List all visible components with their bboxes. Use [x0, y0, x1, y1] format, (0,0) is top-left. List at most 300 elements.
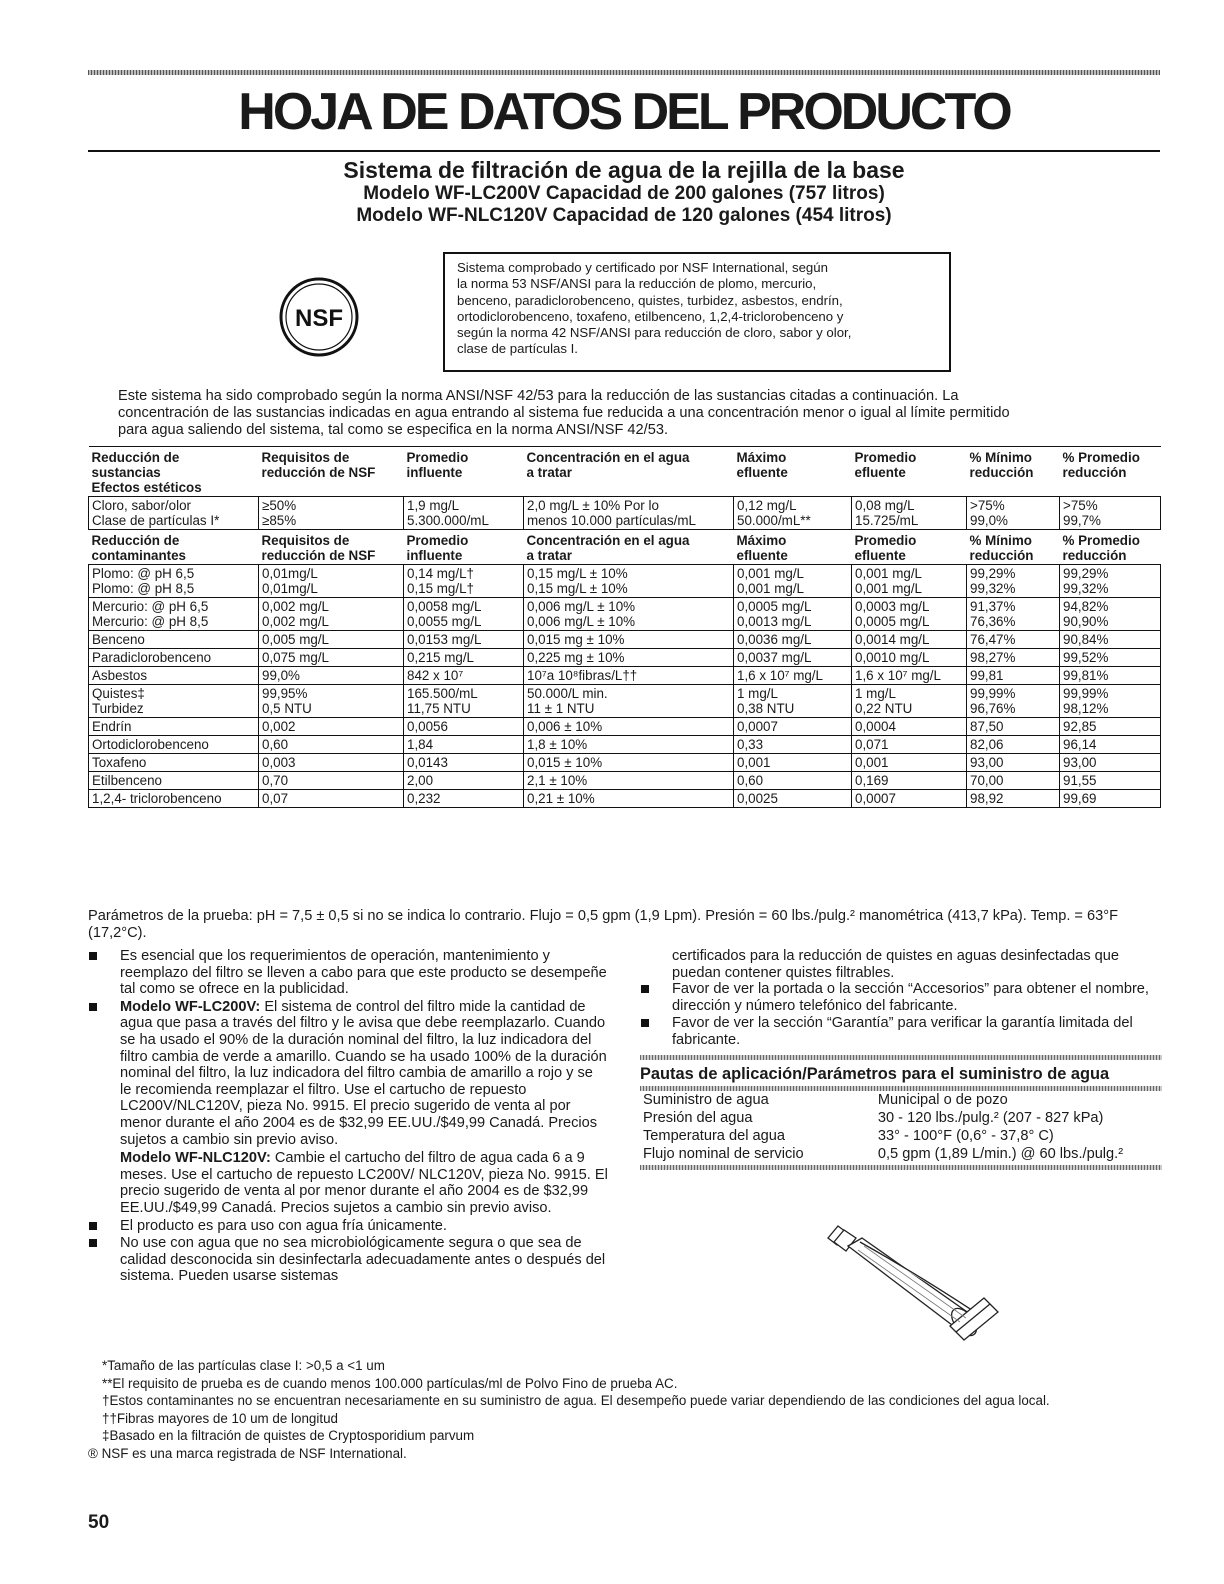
table-cell [404, 667, 524, 685]
table-row [89, 772, 1161, 790]
table-cell-line: 0,005 mg/L [262, 632, 329, 647]
table-cell-line: 0,0010 mg/L [855, 650, 930, 665]
table-cell [1060, 497, 1161, 530]
table-cell-line: 98,12% [1063, 701, 1109, 716]
table-cell-line: 0,001 mg/L [855, 581, 922, 596]
table-cell-line: 0,0055 mg/L [407, 614, 482, 629]
table-cell-line: menos 10.000 partículas/mL [527, 513, 696, 528]
table-cell [734, 754, 852, 772]
performance-table [88, 446, 1161, 808]
table-header-cell-line: Promedio [854, 533, 917, 548]
table-cell [734, 497, 852, 530]
table-cell [1060, 685, 1161, 718]
table-header-cell-line: sustancias [91, 465, 161, 480]
table-cell-line: Paradiclorobenceno [92, 650, 212, 665]
table-cell [524, 497, 734, 530]
footnote: **El requisito de prueba es de cuando menos 100.000 partículas/ml de Polvo Fino de prueba AC. [102, 1375, 678, 1391]
table-row [89, 736, 1161, 754]
table-cell-line: 91,55 [1063, 773, 1097, 788]
table-cell-line: 0,075 mg/L [262, 650, 329, 665]
table-header-cell-line: reducción de NSF [261, 548, 376, 563]
model-lc200v-text: El sistema de control del filtro mide la cantidad de agua que pasa a través del filtro y le avisa que debe reemplazarlo. Cuando se ha usado el 90% de la duración nominal del filtro, la luz indicadora del filtro cambia de verde a amarillo. Cuando se ha usado 100% de la duración nominal del filtro, la luz indicadora del filtro cambia de amarillo a rojo y se le recomienda reemplazar el filtro. Use el cartucho de repuesto LC200V/NLC120V, pieza No. 9915. El precio sugerido de venta al por menor durante el año 2004 es de $32,99 EE.UU./$49,99 Canadá. Precios sujetos a cambio sin previo aviso. [120, 998, 607, 1148]
table-cell-line: 0,006 mg/L ± 10% [527, 614, 636, 629]
table-cell [734, 565, 852, 598]
table-cell-line: Turbidez [92, 701, 144, 716]
pautas-value: 0,5 gpm (1,89 L/min.) @ 60 lbs./pulg.² [877, 1145, 1124, 1162]
table-cell-line: 0,001 mg/L [737, 566, 804, 581]
table-cell-line: Cloro, sabor/olor [92, 498, 191, 513]
table-header-cell-line: Concentración en el agua [526, 450, 690, 465]
table-cell [404, 790, 524, 808]
table-cell [852, 718, 967, 736]
table-cell [967, 565, 1060, 598]
table-cell [852, 667, 967, 685]
table-cell-line: 0,232 [407, 791, 441, 806]
table-cell-line: 0,0005 mg/L [737, 599, 812, 614]
table-cell [259, 631, 404, 649]
page-title: HOJA DE DATOS DEL PRODUCTO [238, 83, 1010, 141]
table-cell-line: 0,15 mg/L ± 10% [527, 581, 628, 596]
left-column [88, 948, 608, 1286]
table-cell [524, 736, 734, 754]
table-cell-line: 99,29% [970, 566, 1016, 581]
model-nlc120v-paragraph [120, 1150, 608, 1216]
nsf-logo-text: NSF [295, 305, 343, 332]
table-cell-line: 76,36% [970, 614, 1016, 629]
table-cell-line: 99,95% [262, 686, 308, 701]
intro-line: para agua saliendo del sistema, tal como se especifica en la norma ANSI/NSF 42/53. [118, 422, 668, 438]
table-header-cell-line: efluente [854, 465, 906, 480]
table-cell-line: 1,6 x 10⁷ mg/L [855, 668, 941, 683]
table-cell [524, 565, 734, 598]
intro-line: Este sistema ha sido comprobado según la norma ANSI/NSF 42/53 para la reducción de las sustancias citadas a continuación. La [118, 388, 959, 404]
table-cell-line: 0,071 [855, 737, 889, 752]
nsf-logo [278, 276, 360, 358]
table-cell-line: 0,0056 [407, 719, 448, 734]
table-cell-line: 0,0007 [737, 719, 778, 734]
table-cell-line: 50.000/L min. [527, 686, 608, 701]
table-header-cell [852, 530, 967, 565]
table-header-cell-line: Concentración en el agua [526, 533, 690, 548]
table-cell [967, 631, 1060, 649]
table-cell [259, 790, 404, 808]
table-cell-line: Mercurio: @ pH 8,5 [92, 614, 209, 629]
table-cell-line: 0,22 NTU [855, 701, 913, 716]
footnotes [88, 1358, 1160, 1464]
table-cell-line: 94,82% [1063, 599, 1109, 614]
table-cell-line: 99,81% [1063, 668, 1109, 683]
table-cell-line: 1 mg/L [737, 686, 778, 701]
table-header-cell-line: % Mínimo [969, 450, 1032, 465]
table-cell-line: 0,0004 [855, 719, 896, 734]
table-cell-line: 1,6 x 10⁷ mg/L [737, 668, 823, 683]
bullet-unsafe-water-continued: certificados para la reducción de quistes en aguas desinfectadas que puedan contener quistes filtrables. [672, 948, 1120, 981]
table-header-cell-line: efluente [736, 548, 788, 563]
table-cell-line: 0,14 mg/L† [407, 566, 474, 581]
table-header-cell-line: Máximo [736, 533, 787, 548]
certification-line: benceno, paradiclorobenceno, quistes, turbidez, asbestos, endrín, [457, 292, 843, 308]
table-cell [852, 754, 967, 772]
table-cell-line: 0,21 ± 10% [527, 791, 595, 806]
table-cell-line: 0,003 [262, 755, 296, 770]
table-cell [967, 754, 1060, 772]
table-cell-line: 0,0037 mg/L [737, 650, 812, 665]
table-cell-line: 0,60 [262, 737, 289, 752]
table-cell [89, 718, 259, 736]
table-header-cell-line: % Promedio [1062, 450, 1140, 465]
model-nlc120v-label: Modelo WF-NLC120V: [120, 1150, 271, 1167]
table-cell-line: 91,37% [970, 599, 1016, 614]
table-cell [404, 754, 524, 772]
table-cell [852, 565, 967, 598]
table-cell [1060, 598, 1161, 631]
table-row [89, 667, 1161, 685]
product-subtitle: Sistema de filtración de agua de la rejilla de la base [343, 157, 905, 183]
table-header-cell-line: influente [406, 465, 463, 480]
intro-line: concentración de las sustancias indicadas en agua entrando al sistema fue reducida a una concentración menor o igual al límite permitido [118, 405, 1010, 421]
table-header-cell-line: reducción [969, 548, 1034, 563]
table-cell [89, 754, 259, 772]
table-cell [259, 736, 404, 754]
table-cell [524, 649, 734, 667]
table-cell-line: 0,5 NTU [262, 701, 312, 716]
table-cell-line: 99,0% [970, 513, 1008, 528]
table-cell [734, 790, 852, 808]
table-cell [404, 497, 524, 530]
table-header-cell-line: Requisitos de [261, 533, 350, 548]
bullet-warranty: Favor de ver la sección “Garantía” para verificar la garantía limitada del fabricante. [640, 1015, 1162, 1048]
table-header-cell-line: Promedio [406, 533, 469, 548]
table-cell-line: Etilbenceno [92, 773, 162, 788]
pautas-value: 30 - 120 lbs./pulg.² (207 - 827 kPa) [877, 1109, 1104, 1126]
table-header-cell [259, 447, 404, 497]
table-cell [734, 631, 852, 649]
table-cell-line: 0,015 ± 10% [527, 755, 603, 770]
pautas-bottom-rule [640, 1165, 1162, 1170]
certification-line: ortodiclorobenceno, toxafeno, etilbenceno, 1,2,4-triclorobenceno y [457, 308, 844, 324]
table-cell [259, 497, 404, 530]
table-cell [852, 790, 967, 808]
table-cell-line: 1,9 mg/L [407, 498, 460, 513]
table-header-cell [967, 530, 1060, 565]
table-cell-line: 1,8 ± 10% [527, 737, 588, 752]
table-header-cell-line: efluente [736, 465, 788, 480]
table-cell-line: 0,001 [855, 755, 889, 770]
pautas-title: Pautas de aplicación/Parámetros para el suministro de agua [640, 1064, 1110, 1083]
table-header-cell [967, 447, 1060, 497]
table-cell [524, 790, 734, 808]
table-header-cell [524, 530, 734, 565]
table-header-cell-line: efluente [854, 548, 906, 563]
table-cell [259, 565, 404, 598]
intro-paragraph [118, 388, 1163, 439]
table-cell-line: 0,001 mg/L [855, 566, 922, 581]
table-cell [852, 649, 967, 667]
table-cell-line: 93,00 [1063, 755, 1097, 770]
table-cell-line: Benceno [92, 632, 145, 647]
table-cell [1060, 667, 1161, 685]
table-header-cell-line: Reducción de [91, 533, 180, 548]
table-header-cell-line: Promedio [406, 450, 469, 465]
table-cell [524, 631, 734, 649]
table-header-cell [404, 530, 524, 565]
table-cell [967, 667, 1060, 685]
table-cell-line: Clase de partículas I* [92, 513, 220, 528]
pautas-label: Flujo nominal de servicio [643, 1145, 804, 1162]
table-cell-line: 0,002 mg/L [262, 614, 329, 629]
model-line-1: Modelo WF-LC200V Capacidad de 200 galones (757 litros) [363, 183, 885, 204]
table-cell [967, 685, 1060, 718]
table-cell-line: >75% [1063, 498, 1098, 513]
table-cell [1060, 565, 1161, 598]
footnote: †Estos contaminantes no se encuentran necesariamente en su suministro de agua. El desempeño puede variar dependiendo de las condiciones del agua local. [102, 1393, 1050, 1409]
table-cell [89, 631, 259, 649]
certification-line: clase de partículas I. [457, 341, 578, 357]
table-cell-line: 99,7% [1063, 513, 1101, 528]
table-cell [734, 772, 852, 790]
table-header-cell-line: % Mínimo [969, 533, 1032, 548]
table-cell-line: 0,0013 mg/L [737, 614, 812, 629]
subtitle-block [88, 158, 1160, 227]
table-cell-line: 0,07 [262, 791, 289, 806]
table-cell-line: 99,32% [1063, 581, 1109, 596]
table-header-cell-line: contaminantes [91, 548, 186, 563]
table-cell [967, 497, 1060, 530]
table-cell-line: 0,0005 mg/L [855, 614, 930, 629]
pautas-row [640, 1109, 1162, 1127]
table-row [89, 598, 1161, 631]
table-cell-line: 0,215 mg/L [407, 650, 474, 665]
table-cell [404, 598, 524, 631]
table-cell-line: 0,60 [737, 773, 764, 788]
table-cell-line: 0,169 [855, 773, 889, 788]
table-cell-line: 11,75 NTU [407, 701, 471, 716]
top-decorative-bar [88, 70, 1160, 75]
bullet-maintenance: Es esencial que los requerimientos de operación, mantenimiento y reemplazo del filtro se lleven a cabo para que este producto se desempeñe tal como se ofrece en la publicidad. [88, 948, 608, 998]
table-header-cell-line: reducción [969, 465, 1034, 480]
right-column [640, 948, 1162, 1174]
table-cell-line: 0,001 mg/L [737, 581, 804, 596]
footnote: ® NSF es una marca registrada de NSF International. [88, 1445, 407, 1461]
table-cell-line: Toxafeno [92, 755, 147, 770]
table-header-cell-line: reducción de NSF [261, 465, 376, 480]
certification-box [443, 252, 951, 372]
table-header-cell [734, 447, 852, 497]
table-cell [89, 497, 259, 530]
table-cell-line: Ortodiclorobenceno [92, 737, 209, 752]
table-header-cell-line: influente [406, 548, 463, 563]
table-cell [967, 790, 1060, 808]
table-header-cell-line: Efectos estéticos [91, 480, 202, 495]
table-cell [852, 736, 967, 754]
table-header-cell [734, 530, 852, 565]
table-row [89, 718, 1161, 736]
table-header-cell-line: Promedio [854, 450, 917, 465]
table-cell-line: >75% [970, 498, 1005, 513]
table-cell-line: Endrín [92, 719, 132, 734]
table-header-cell-line: reducción [1062, 548, 1127, 563]
table-cell-line: 96,14 [1063, 737, 1097, 752]
table-cell [404, 631, 524, 649]
table-cell-line: 98,92 [970, 791, 1004, 806]
table-cell-line: 0,15 mg/L† [407, 581, 474, 596]
model-nlc120v-text: Cambie el cartucho del filtro de agua cada 6 a 9 meses. Use el cartucho de repuesto LC200V/ NLC120V, pieza No. 9915. El precio sugerido de venta al por menor durante el año 2004 es de $32,99 EE.UU./$49,99 Canadá. Precios sujetos a cambio sin previo aviso. [120, 1150, 608, 1216]
table-header-cell-line: a tratar [526, 548, 572, 563]
table-cell-line: 99,99% [1063, 686, 1109, 701]
test-parameters: Parámetros de la prueba: pH = 7,5 ± 0,5 si no se indica lo contrario. Flujo = 0,5 gpm (1,9 Lpm). Presión = 60 lbs./pulg.² manométrica (413,7 kPa). Temp. = 63°F (17,2°C). [88, 908, 1118, 941]
filter-cartridge-illustration [800, 1216, 1005, 1346]
table-header-cell-line: % Promedio [1062, 533, 1140, 548]
table-header-cell [852, 447, 967, 497]
pautas-row [640, 1127, 1162, 1145]
bullet-cold-water: El producto es para uso con agua fría únicamente. [88, 1218, 608, 1235]
table-cell [967, 718, 1060, 736]
table-cell [1060, 631, 1161, 649]
table-cell-line: 1,2,4- triclorobenceno [92, 791, 222, 806]
table-cell-line: 0,0014 mg/L [855, 632, 930, 647]
table-row [89, 497, 1161, 530]
pautas-value: Municipal o de pozo [877, 1091, 1008, 1108]
table-header-row [89, 447, 1161, 497]
certification-line: Sistema comprobado y certificado por NSF International, según [457, 260, 828, 275]
table-cell [734, 667, 852, 685]
table-cell [259, 772, 404, 790]
table-cell [404, 718, 524, 736]
table-cell-line: 92,85 [1063, 719, 1097, 734]
table-cell [89, 667, 259, 685]
table-cell [89, 685, 259, 718]
table-cell [1060, 790, 1161, 808]
table-cell [852, 772, 967, 790]
table-cell [852, 685, 967, 718]
table-cell [734, 685, 852, 718]
page-number: 50 [88, 1512, 110, 1533]
table-cell-line: 0,002 mg/L [262, 599, 329, 614]
table-cell-line: 93,00 [970, 755, 1004, 770]
table-cell-line: 0,33 [737, 737, 764, 752]
table-cell [852, 497, 967, 530]
table-cell-line: 0,38 NTU [737, 701, 795, 716]
table-cell-line: 99,69 [1063, 791, 1097, 806]
table-cell-line: 0,0007 [855, 791, 896, 806]
table-cell-line: 0,08 mg/L [855, 498, 915, 513]
table-cell-line: 82,06 [970, 737, 1004, 752]
table-cell-line: 1 mg/L [855, 686, 896, 701]
table-cell [259, 667, 404, 685]
table-header-cell-line: Requisitos de [261, 450, 350, 465]
table-cell [524, 772, 734, 790]
pautas-table [640, 1091, 1162, 1163]
table-header-cell [524, 447, 734, 497]
table-cell-line: 2,00 [407, 773, 434, 788]
table-cell [967, 736, 1060, 754]
table-cell-line: 98,27% [970, 650, 1016, 665]
table-cell-line: 0,0153 mg/L [407, 632, 482, 647]
table-cell-line: 0,0036 mg/L [737, 632, 812, 647]
table-cell [1060, 754, 1161, 772]
bullet-unsafe-water: No use con agua que no sea microbiológicamente segura o que sea de calidad desconocida sin desinfectarla adecuadamente antes o después del sistema. Pueden usarse sistemas [88, 1235, 608, 1285]
table-cell [259, 718, 404, 736]
table-cell-line: 5.300.000/mL [407, 513, 489, 528]
footnote: ††Fibras mayores de 10 um de longitud [102, 1410, 338, 1426]
table-cell-line: 90,90% [1063, 614, 1109, 629]
table-row [89, 631, 1161, 649]
table-cell-line: 11 ± 1 NTU [527, 701, 595, 716]
table-cell [89, 772, 259, 790]
table-header-row [89, 530, 1161, 565]
table-cell-line: 50.000/mL** [737, 513, 811, 528]
table-cell [1060, 772, 1161, 790]
table-cell [404, 565, 524, 598]
table-header-cell [259, 530, 404, 565]
model-line-2: Modelo WF-NLC120V Capacidad de 120 galones (454 litros) [356, 205, 892, 226]
table-cell-line: 0,70 [262, 773, 289, 788]
table-cell [404, 772, 524, 790]
table-row [89, 649, 1161, 667]
table-cell [89, 565, 259, 598]
table-header-cell-line: a tratar [526, 465, 572, 480]
table-cell-line: Mercurio: @ pH 6,5 [92, 599, 209, 614]
table-cell-line: 70,00 [970, 773, 1004, 788]
table-cell-line: 2,0 mg/L ± 10% Por lo [527, 498, 659, 513]
table-cell-line: 10⁷a 10⁸fibras/L†† [527, 668, 638, 683]
table-cell-line: 0,15 mg/L ± 10% [527, 566, 628, 581]
table-cell [89, 790, 259, 808]
table-cell [734, 718, 852, 736]
table-cell-line: 0,015 mg ± 10% [527, 632, 625, 647]
table-cell-line: ≥50% [262, 498, 297, 513]
table-cell-line: 76,47% [970, 632, 1016, 647]
table-cell-line: 842 x 10⁷ [407, 668, 464, 683]
table-cell [967, 649, 1060, 667]
table-cell-line: 96,76% [970, 701, 1016, 716]
certification-lines [457, 260, 937, 358]
table-cell [524, 685, 734, 718]
table-header-cell [404, 447, 524, 497]
table-cell [734, 736, 852, 754]
table-cell-line: 0,006 ± 10% [527, 719, 603, 734]
pautas-row [640, 1145, 1162, 1163]
table-row [89, 754, 1161, 772]
table-header-cell-line: Máximo [736, 450, 787, 465]
footnote: *Tamaño de las partículas clase I: >0,5 a <1 um [102, 1358, 385, 1373]
table-cell-line: 165.500/mL [407, 686, 478, 701]
table-cell-line: 15.725/mL [855, 513, 919, 528]
table-cell-line: 0,002 [262, 719, 296, 734]
table-cell [1060, 649, 1161, 667]
bullet-manufacturer-info: Favor de ver la portada o la sección “Accesorios” para obtener el nombre, dirección y número telefónico del fabricante. [640, 981, 1162, 1014]
pautas-value: 33° - 100°F (0,6° - 37,8° C) [877, 1127, 1054, 1144]
table-cell [404, 685, 524, 718]
table-cell-line: 0,006 mg/L ± 10% [527, 599, 636, 614]
table-cell-line: ≥85% [262, 513, 297, 528]
table-cell [967, 598, 1060, 631]
table-cell-line: 99,29% [1063, 566, 1109, 581]
table-cell [259, 754, 404, 772]
pautas-label: Suministro de agua [643, 1091, 769, 1108]
table-cell [404, 736, 524, 754]
table-cell [1060, 718, 1161, 736]
table-cell [524, 754, 734, 772]
table-cell [259, 685, 404, 718]
certification-line: según la norma 42 NSF/ANSI para reducción de cloro, sabor y olor, [457, 325, 852, 341]
table-cell-line: 0,225 mg ± 10% [527, 650, 625, 665]
table-cell-line: Plomo: @ pH 6,5 [92, 566, 195, 581]
table-cell-line: 0,01mg/L [262, 581, 318, 596]
table-cell-line: 99,0% [262, 668, 300, 683]
table-cell-line: 0,001 [737, 755, 771, 770]
table-cell [89, 649, 259, 667]
